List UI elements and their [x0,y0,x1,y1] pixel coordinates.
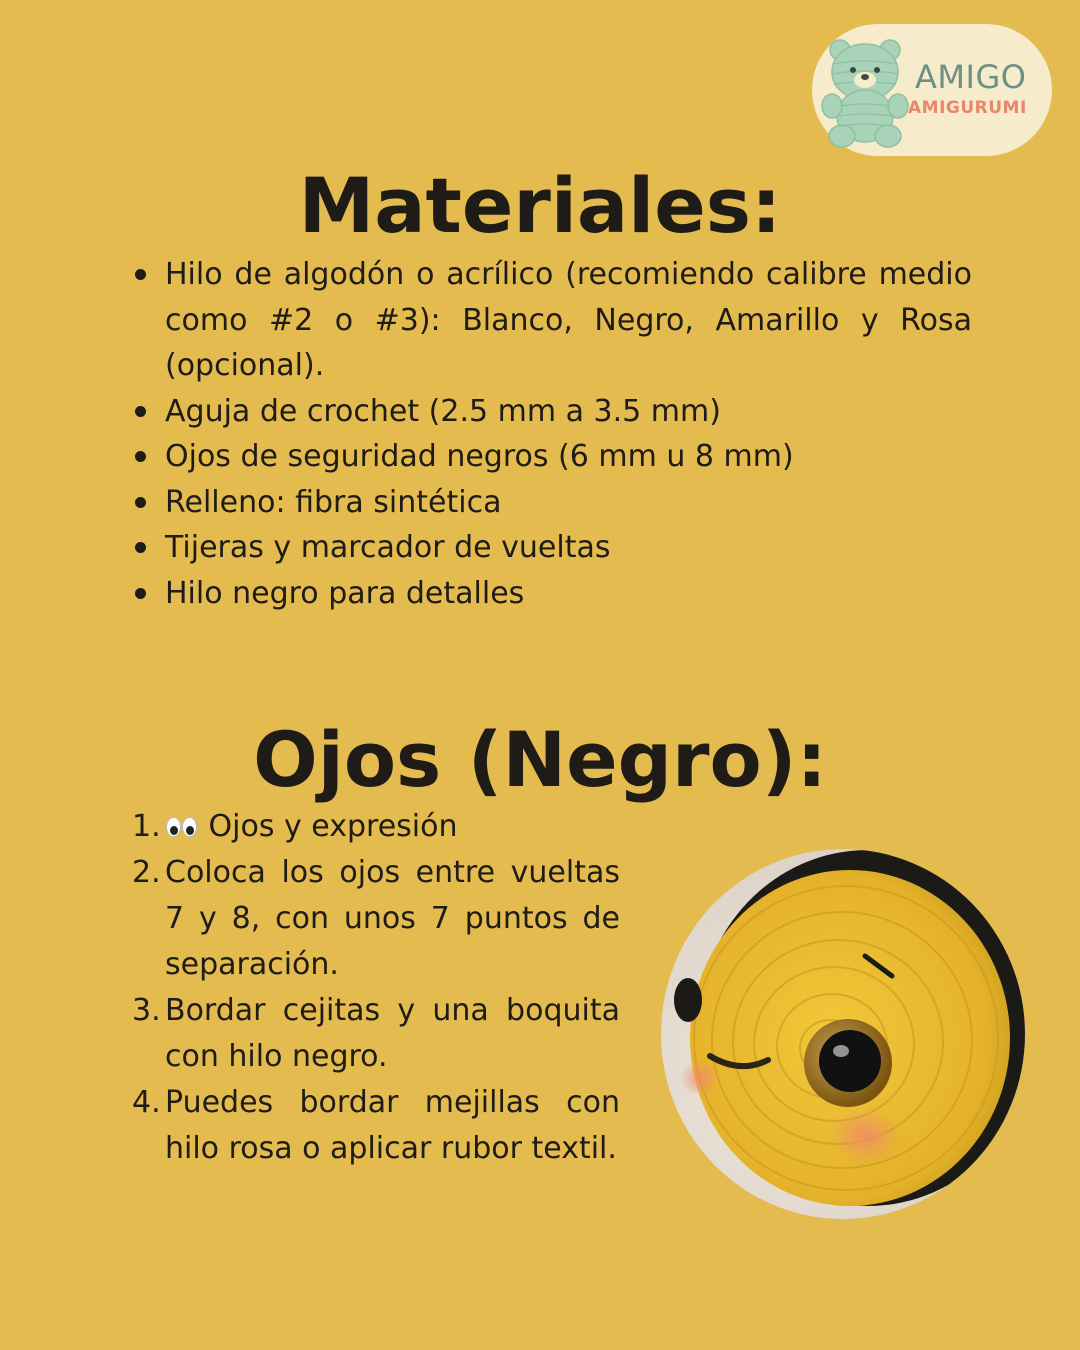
step-text: Coloca los ojos entre vueltas 7 y 8, con unos 7 puntos de separación. [165,855,620,982]
list-item: Hilo de algodón o acrílico (recomiendo calibre medio como #2 o #3): Blanco, Negro, Amarillo y Rosa (opcional). [130,252,972,389]
step-number: 4. [132,1085,161,1120]
step-item [130,804,620,850]
logo-subtitle: AMIGURUMI [908,98,1027,118]
step-text: Ojos y expresión [208,809,458,844]
list-item: Hilo negro para detalles [130,571,972,617]
materials-list [130,252,972,616]
brand-logo [812,24,1052,156]
materials-heading: Materiales: [298,161,782,250]
eyes-steps-list [130,804,620,1172]
step-item [130,850,620,988]
eyes-heading: Ojos (Negro): [253,715,827,804]
teddy-bear-icon [818,28,918,152]
amigurumi-photo [660,848,1026,1220]
list-item: Ojos de seguridad negros (6 mm u 8 mm) [130,434,972,480]
list-item: Tijeras y marcador de vueltas [130,525,972,571]
step-item [130,1080,620,1172]
list-item: Relleno: fibra sintética [130,480,972,526]
step-number: 3. [132,993,161,1028]
step-number: 1. [132,809,161,844]
list-item: Aguja de crochet (2.5 mm a 3.5 mm) [130,389,972,435]
step-item [130,988,620,1080]
step-text: Bordar cejitas y una boquita con hilo negro. [165,993,620,1074]
step-number: 2. [132,855,161,890]
step-text: Puedes bordar mejillas con hilo rosa o aplicar rubor textil. [165,1085,620,1166]
logo-title: AMIGO [915,58,1027,96]
eyes-emoji-icon [165,817,199,837]
